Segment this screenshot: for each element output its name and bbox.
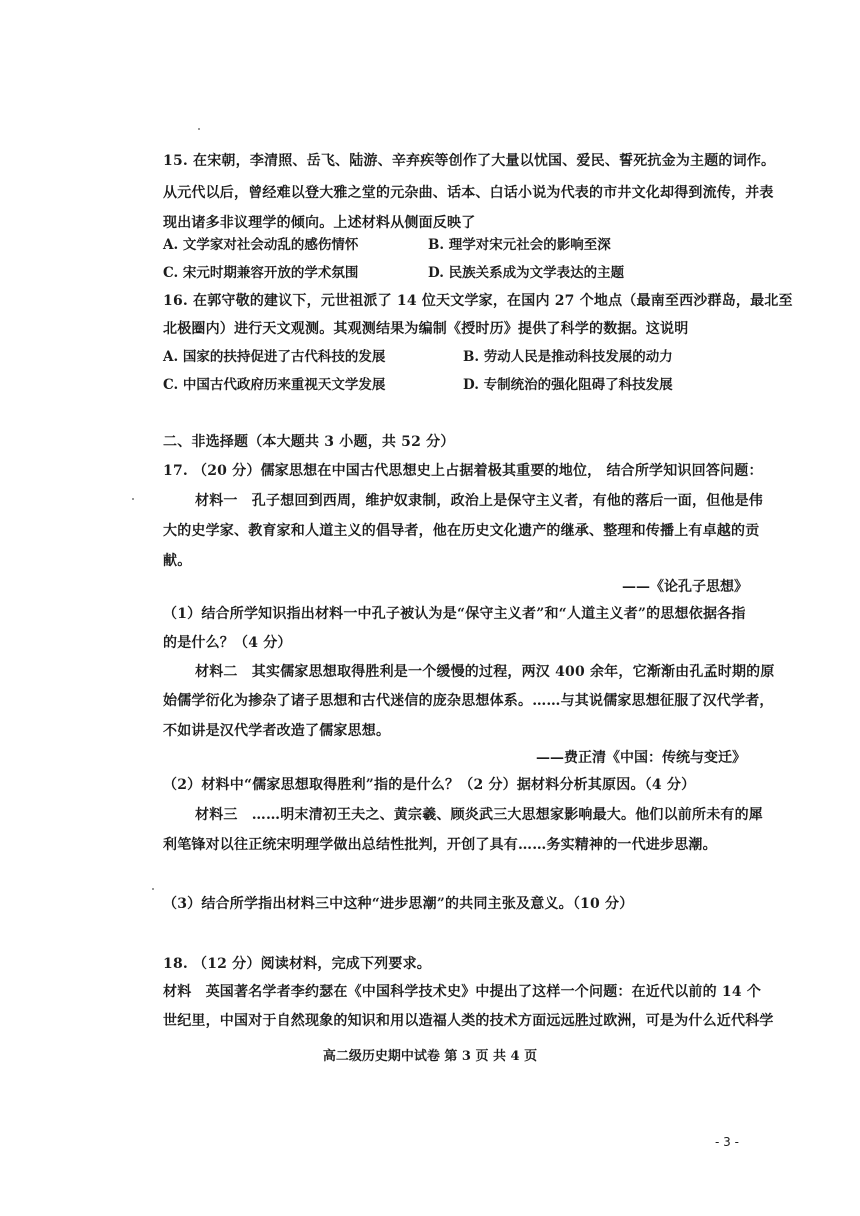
q17-material-1-line-2: 大的史学家、教育家和人道主义的倡导者，他在历史文化遗产的继承、整理和传播上有卓越的贡 [163,523,760,539]
q17-subquestion-2: （2）材料中“儒家思想取得胜利”指的是什么？（2 分）据材料分析其原因。（4 分） [163,777,696,793]
q15-option-d: D. 民族关系成为文学表达的主题 [428,265,625,281]
q16-option-a: A. 国家的扶持促进了古代科技的发展 [163,349,386,365]
q15-option-c: C. 宋元时期兼容开放的学术氛围 [163,265,359,281]
q17-material-1-line-1: 材料一 孔子想回到西周，维护奴隶制，政治上是保守主义者，有他的落后一面，但他是伟 [195,493,763,509]
page-number: - 3 - [715,1135,739,1149]
q15-option-a: A. 文学家对社会动乱的感伤情怀 [163,237,359,253]
q17-material-1-line-3: 献。 [163,553,192,569]
q16-option-c: C. 中国古代政府历来重视天文学发展 [163,377,386,393]
q17-material-3-line-1: 材料三 ……明末清初王夫之、黄宗羲、顾炎武三大思想家影响最大。他们以前所未有的犀 [195,807,763,823]
q16-line-2: 北极圈内）进行天文观测。其观测结果为编制《授时历》提供了科学的数据。这说明 [163,321,689,337]
q15-line-1: 15. 在宋朝，李清照、岳飞、陆游、辛弃疾等创作了大量以忧国、爱民、誓死抗金为主题的词作。 [163,153,776,169]
q17-subquestion-1-line-1: （1）结合所学知识指出材料一中孔子被认为是“保守主义者”和“人道主义者”的思想依据各指 [163,606,746,622]
q18-material-line-1: 材料 英国著名学者李约瑟在《中国科学技术史》中提出了这样一个问题：在近代以前的 14 个 [163,984,762,1000]
page-footer: 高二级历史期中试卷 第 3 页 共 4 页 [322,1049,538,1064]
q15-line-3: 现出诸多非议理学的倾向。上述材料从侧面反映了 [163,215,476,231]
q17-material-2-line-3: 不如讲是汉代学者改造了儒家思想。 [163,723,391,739]
q16-option-b: B. 劳动人民是推动科技发展的动力 [463,349,673,365]
q18-intro: 18. （12 分）阅读材料，完成下列要求。 [163,956,431,972]
q17-material-1-source: ——《论孔子思想》 [622,579,748,595]
scan-speck [132,498,134,500]
q15-option-b: B. 理学对宋元社会的影响至深 [428,237,611,253]
scan-speck [152,888,154,890]
q16-option-d: D. 专制统治的强化阻碍了科技发展 [463,377,673,393]
q18-material-line-2: 世纪里，中国对于自然现象的知识和用以造福人类的技术方面远远胜过欧洲，可是为什么近代科学 [163,1013,774,1029]
q16-line-1: 16. 在郭守敬的建议下，元世祖派了 14 位天文学家，在国内 27 个地点（最南至西沙群岛，最北至 [163,293,793,309]
q17-material-2-source: ——费正清《中国：传统与变迁》 [536,750,746,766]
q17-subquestion-3: （3）结合所学指出材料三中这种“进步思潮”的共同主张及意义。（10 分） [163,896,634,912]
q17-material-3-line-2: 利笔锋对以往正统宋明理学做出总结性批判，开创了具有……务实精神的一代进步思潮。 [163,837,717,853]
q17-material-2-line-1: 材料二 其实儒家思想取得胜利是一个缓慢的过程，两汉 400 余年，它渐渐由孔孟时期的原 [195,664,775,680]
q17-intro: 17. （20 分）儒家思想在中国古代思想史上占据着极其重要的地位， 结合所学知识回答问题： [163,463,763,479]
section-2-title: 二、非选择题（本大题共 3 小题，共 52 分） [163,434,455,450]
q17-material-2-line-2: 始儒学衍化为掺杂了诸子思想和古代迷信的庞杂思想体系。……与其说儒家思想征服了汉代学者， [163,693,774,709]
q15-line-2: 从元代以后，曾经难以登大雅之堂的元杂曲、话本、白话小说为代表的市井文化却得到流传，并表 [163,185,774,201]
scan-speck [198,128,200,130]
q17-subquestion-1-line-2: 的是什么？（4 分） [163,635,292,651]
